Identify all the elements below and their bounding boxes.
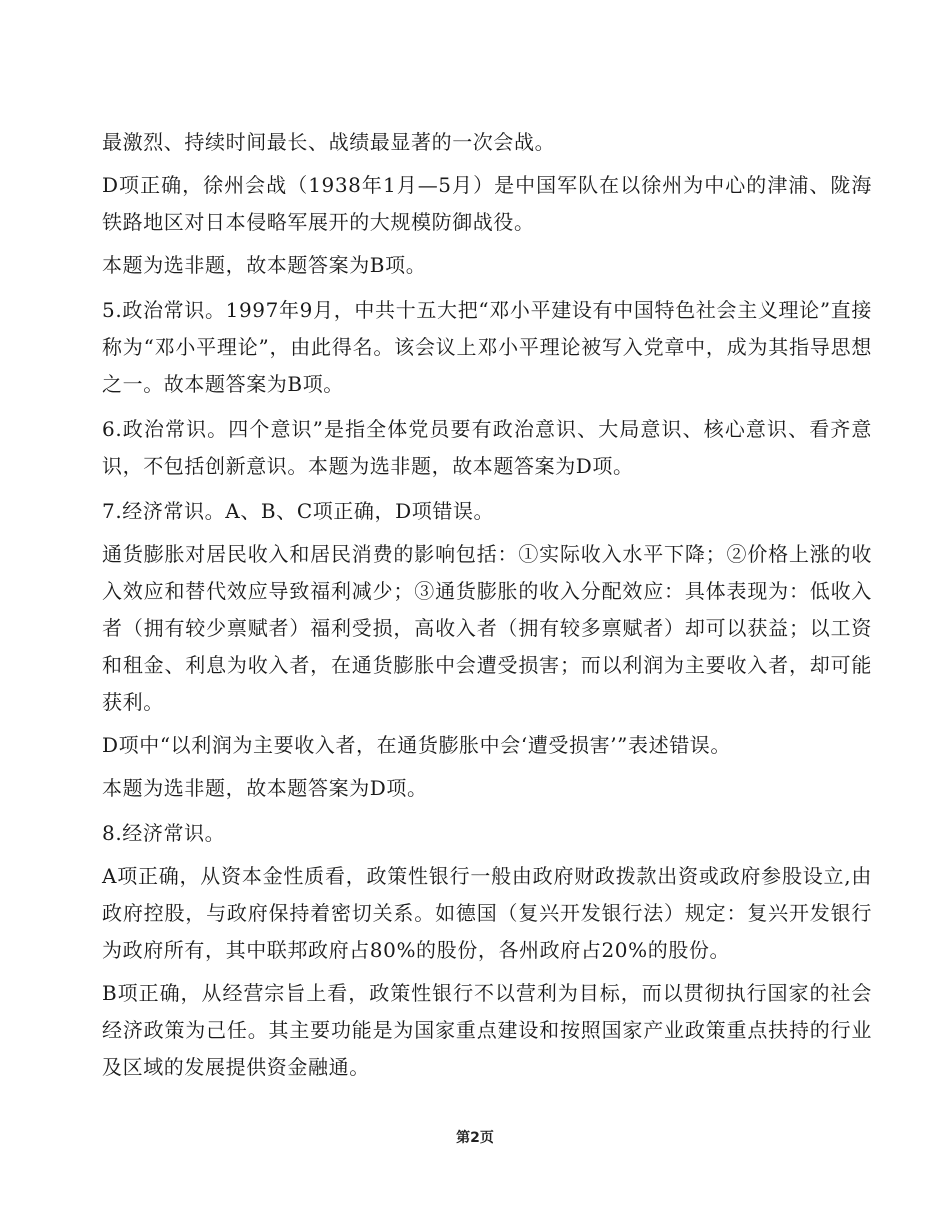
paragraph-9: 本题为选非题，故本题答案为D项。 xyxy=(102,776,428,800)
paragraph-8: D项中“以利润为主要收入者，在通货膨胀中会‘遭受损害’”表述错误。 xyxy=(102,733,731,757)
paragraph-10: 8.经济常识。 xyxy=(102,821,226,845)
paragraph-1: 最激烈、持续时间最长、战绩最显著的一次会战。 xyxy=(102,130,556,154)
paragraph-2: D项正确，徐州会战（1938年1月—5月）是中国军队在以徐州为中心的津浦、陇海铁路地区对日本侵略军展开的大规模防御战役。 xyxy=(102,173,872,234)
paragraph-12: B项正确，从经营宗旨上看，政策性银行不以营利为目标，而以贯彻执行国家的社会经济政策为己任。其主要功能是为国家重点建设和按照国家产业政策重点扶持的行业及区域的发展提供资金融通。 xyxy=(102,981,872,1079)
paragraph-5: 6.政治常识。四个意识”是指全体党员要有政治意识、大局意识、核心意识、看齐意识，不包括创新意识。本题为选非题，故本题答案为D项。 xyxy=(102,417,872,478)
paragraph-11: A项正确，从资本金性质看，政策性银行一般由政府财政拨款出资或政府参股设立,由政府控股，与政府保持着密切关系。如德国（复兴开发银行法）规定：复兴开发银行为政府所有，其中联邦政府占80%的股份，各州政府占20%的股份。 xyxy=(102,864,872,962)
paragraph-6: 7.经济常识。A、B、C项正确，D项错误。 xyxy=(102,499,495,523)
paragraph-7: 通货膨胀对居民收入和居民消费的影响包括：①实际收入水平下降；②价格上涨的收入效应和替代效应导致福利减少；③通货膨胀的收入分配效应：具体表现为：低收入者（拥有较少禀赋者）福利受损，高收入者（拥有较多禀赋者）却可以获益；以工资和租金、利息为收入者，在通货膨胀中会遭受损害；而以利润为主要收入者，却可能获利。 xyxy=(102,542,872,714)
page-number: 第2页 xyxy=(456,1130,494,1146)
paragraph-4: 5.政治常识。1997年9月，中共十五大把“邓小平建设有中国特色社会主义理论”直接称为“邓小平理论”，由此得名。该会议上邓小平理论被写入党章中，成为其指导思想之一。故本题答案为B项。 xyxy=(102,298,872,396)
page-content xyxy=(102,124,872,1092)
paragraph-3: 本题为选非题，故本题答案为B项。 xyxy=(102,253,427,277)
